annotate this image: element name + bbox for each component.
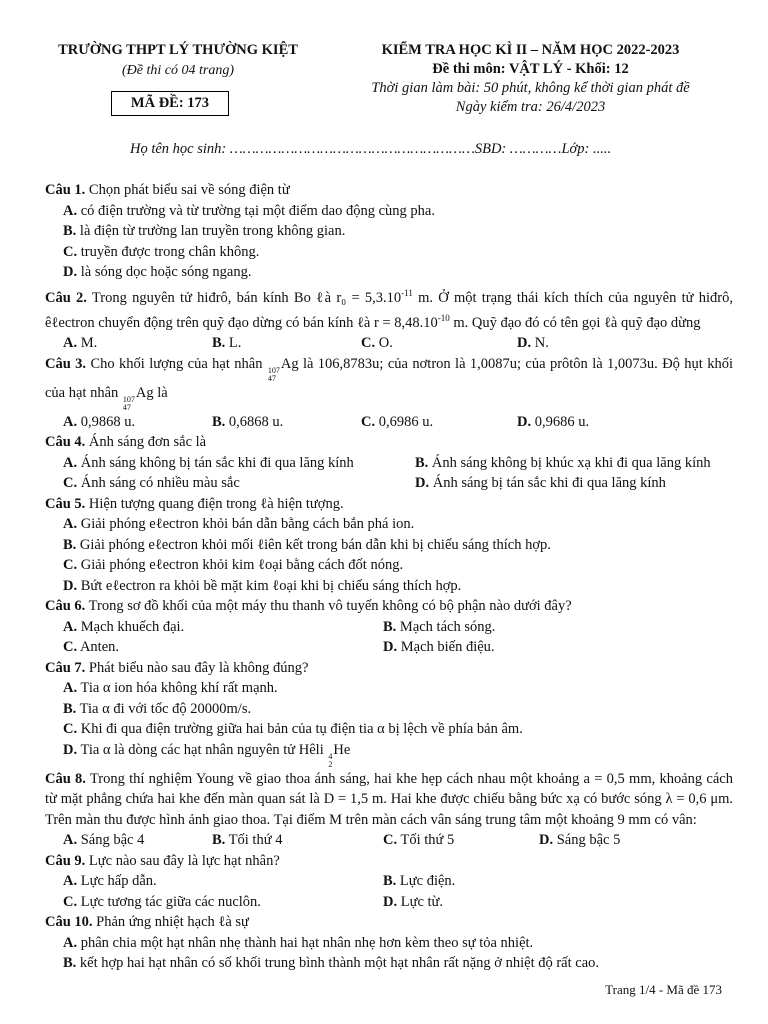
option-letter: B. <box>63 700 77 717</box>
question-1 <box>45 180 733 201</box>
option-8d <box>539 830 688 851</box>
exponent: -11 <box>401 287 413 298</box>
option-letter: D. <box>517 413 532 430</box>
question-text: Trong thí nghiệm Young về giao thoa ánh sáng, hai khe hẹp cách nhau một khoảng a = 0,5 mm, khoảng cách từ mặt phẳng chứa hai khe đến màn quan sát là D = 1,5 m. Hai khe được chiếu bằng bức xạ có bước sóng λ = 0,6 μm. Trên màn thu được hình ảnh giao thoa. Tại điểm M trên màn cách vân sáng trung tâm một khoảng 9 mm có vân: <box>45 770 733 828</box>
option-letter: B. <box>63 955 77 972</box>
option-9b <box>383 871 733 892</box>
option-text: Ánh sáng không bị tán sắc khi đi qua lăng kính <box>80 454 354 471</box>
option-letter: B. <box>415 454 429 471</box>
option-letter: C. <box>63 639 78 656</box>
option-letter: A. <box>63 832 78 849</box>
question-text: Phát biểu nào sau đây là không đúng? <box>88 659 309 676</box>
option-10b <box>63 953 733 974</box>
question-number: Câu 10. <box>45 914 93 931</box>
question-number: Câu 9. <box>45 852 86 869</box>
question-text: m. Ở một trạng thái kích thích của nguyên tử hiđrô, êℓectron chuyển động trên quỹ đạo dừng có bán kính ℓà r = 8,48.10 <box>45 289 733 331</box>
option-4c <box>63 473 415 494</box>
option-text: Tối thứ 4 <box>228 832 283 849</box>
atomic-number: 47 <box>122 402 131 412</box>
option-letter: C. <box>361 413 376 430</box>
option-letter: A. <box>63 454 78 471</box>
question-6 <box>45 596 733 617</box>
option-text: M. <box>80 335 98 352</box>
option-letter: C. <box>63 721 78 738</box>
exam-code-box: MÃ ĐỀ: 173 <box>111 91 229 116</box>
option-text: phân chia một hạt nhân nhẹ thành hai hạt nhân nhẹ hơn kèm theo sự tỏa nhiệt. <box>80 934 534 951</box>
option-text: Mạch khuếch đại. <box>80 618 185 635</box>
option-text: kết hợp hai hạt nhân có số khối trung bình thành một hạt nhân rất nặng ở nhiệt độ rất cao. <box>79 955 600 972</box>
question-5 <box>45 494 733 515</box>
option-text: Sáng bậc 5 <box>556 832 621 849</box>
option-letter: A. <box>63 680 78 697</box>
option-9c <box>63 892 383 913</box>
option-text: Ánh sáng không bị khúc xạ khi đi qua lăng kính <box>431 454 711 471</box>
option-1c <box>63 242 733 263</box>
question-8 <box>45 769 733 831</box>
school-name: TRƯỜNG THPT LÝ THƯỜNG KIỆT <box>58 42 298 58</box>
option-7b <box>63 699 733 720</box>
page-footer: Trang 1/4 - Mã đề 173 <box>605 982 722 997</box>
mass-number: 4 <box>328 751 333 761</box>
atomic-number: 47 <box>267 373 276 383</box>
option-3a <box>63 412 212 433</box>
option-10a <box>63 933 733 954</box>
exam-subject: Đề thi môn: VẬT LÝ - Khối: 12 <box>432 61 629 77</box>
element-symbol: He <box>333 741 351 758</box>
option-letter: C. <box>63 243 78 260</box>
question-text: Trong nguyên tử hiđrô, bán kính Bo ℓà r₀ = 5,3.10 <box>91 289 402 306</box>
option-text: Sáng bậc 4 <box>80 832 145 849</box>
option-letter: C. <box>63 893 78 910</box>
options-2 <box>63 333 733 354</box>
options-9-row2 <box>63 892 733 913</box>
option-letter: D. <box>383 893 398 910</box>
mass-number: 107 <box>122 394 135 404</box>
question-3 <box>45 354 733 412</box>
question-9 <box>45 851 733 872</box>
option-letter: D. <box>539 832 554 849</box>
options-8 <box>63 830 733 851</box>
option-9a <box>63 871 383 892</box>
option-text: Lực hấp dẫn. <box>80 873 157 890</box>
option-letter: C. <box>361 335 376 352</box>
question-number: Câu 2. <box>45 289 87 306</box>
question-number: Câu 4. <box>45 434 86 451</box>
option-letter: B. <box>63 223 77 239</box>
option-3b <box>212 412 361 433</box>
option-7a <box>63 678 733 699</box>
option-text: có điện trường và từ trường tại một điểm dao động cùng pha. <box>80 202 435 219</box>
option-2d <box>517 333 666 354</box>
question-2 <box>45 283 733 334</box>
student-info-line: Họ tên học sinh: …………………………………………………SBD: …………Lớp: ..... <box>130 141 612 157</box>
exponent: -10 <box>437 312 450 323</box>
option-letter: A. <box>63 516 78 533</box>
option-text: O. <box>378 335 393 352</box>
option-text: Mạch biến điệu. <box>400 639 495 656</box>
question-4 <box>45 432 733 453</box>
option-text: Giải phóng eℓectron khỏi mối ℓiên kết trong bán dẫn khi bị chiếu sáng thích hợp. <box>79 536 551 553</box>
options-6-row2 <box>63 637 733 658</box>
option-text: là sóng dọc hoặc sóng ngang. <box>80 264 252 280</box>
option-letter: B. <box>383 873 397 890</box>
question-text: Trong sơ đồ khối của một máy thu thanh vô tuyến không có bộ phận nào dưới đây? <box>88 598 572 615</box>
option-6c <box>63 637 383 658</box>
option-4d <box>415 473 733 494</box>
option-5d <box>63 576 733 597</box>
option-2b <box>212 333 361 354</box>
option-text: Tia α ion hóa không khí rất mạnh. <box>80 680 278 697</box>
option-text: Lực tương tác giữa các nuclôn. <box>80 893 261 910</box>
option-text: Giải phóng eℓectron khỏi bán dẫn bằng cách bắn phá ion. <box>80 516 415 533</box>
option-letter: B. <box>212 335 226 352</box>
option-3d <box>517 412 666 433</box>
question-number: Câu 8. <box>45 770 86 787</box>
atomic-number: 2 <box>328 759 333 769</box>
option-text: 0,9868 u. <box>80 413 136 430</box>
options-4-row1 <box>63 453 733 474</box>
option-3c <box>361 412 517 433</box>
pages-note: (Đề thi có 04 trang) <box>122 63 234 78</box>
option-4a <box>63 453 415 474</box>
options-4-row2 <box>63 473 733 494</box>
nuclide-notation <box>268 367 280 383</box>
question-text: Ag là <box>135 384 168 401</box>
option-letter: B. <box>212 832 226 849</box>
option-letter: D. <box>517 335 532 352</box>
option-1d <box>63 262 733 283</box>
option-text: Giải phóng eℓectron khỏi kim ℓoại bằng cách đốt nóng. <box>80 557 404 574</box>
option-8c <box>383 830 539 851</box>
exam-title: KIỂM TRA HỌC KÌ II – NĂM HỌC 2022-2023 <box>381 42 680 58</box>
question-list <box>45 180 733 974</box>
option-text: 0,9686 u. <box>534 413 590 430</box>
option-text: truyền được trong chân không. <box>80 243 260 260</box>
option-text: Khi đi qua điện trường giữa hai bản của tụ điện tia α bị lệch về phía bản âm. <box>80 721 523 738</box>
question-7 <box>45 658 733 679</box>
option-8b <box>212 830 383 851</box>
question-text: Ánh sáng đơn sắc là <box>88 434 207 451</box>
exam-time: Thời gian làm bài: 50 phút, không kể thời gian phát đề <box>371 80 690 96</box>
option-text: 0,6986 u. <box>378 413 434 430</box>
option-7c <box>63 719 733 740</box>
question-text: Ag là 106,8783u; của nơtron là 1,0087u; của prôtôn là 1,0073u. Độ hụt khối của hạt nhân <box>45 355 734 401</box>
option-text: Tia α đi với tốc độ 20000m/s. <box>79 700 252 717</box>
option-2a <box>63 333 212 354</box>
option-1a <box>63 201 733 222</box>
option-text: Anten. <box>79 639 119 656</box>
question-number: Câu 6. <box>45 598 86 615</box>
options-3 <box>63 412 733 433</box>
option-letter: A. <box>63 934 78 951</box>
option-letter: B. <box>63 536 77 553</box>
option-letter: A. <box>63 202 78 219</box>
option-letter: A. <box>63 335 78 352</box>
question-text: m. Quỹ đạo đó có tên gọi ℓà quỹ đạo dừng <box>449 314 701 331</box>
options-6-row1 <box>63 617 733 638</box>
options-9-row1 <box>63 871 733 892</box>
question-text: Phản ứng nhiệt hạch ℓà sự <box>96 914 249 931</box>
option-letter: D. <box>63 741 78 758</box>
option-5b <box>63 535 733 556</box>
nuclide-notation <box>123 396 135 412</box>
option-6b <box>383 617 733 638</box>
question-text: Hiện tượng quang điện trong ℓà hiện tượng. <box>88 495 344 512</box>
question-number: Câu 3. <box>45 355 87 372</box>
option-letter: A. <box>63 413 78 430</box>
option-text: Ánh sáng có nhiều màu sắc <box>80 475 240 492</box>
option-letter: D. <box>383 639 398 656</box>
option-7d <box>63 740 733 769</box>
nuclide-notation <box>328 753 332 769</box>
mass-number: 107 <box>267 365 280 375</box>
option-letter: D. <box>415 475 430 492</box>
question-text: Lực nào sau đây là lực hạt nhân? <box>88 852 280 869</box>
option-6a <box>63 617 383 638</box>
exam-header <box>348 42 713 116</box>
option-letter: C. <box>383 832 398 849</box>
option-5a <box>63 514 733 535</box>
question-text: Chọn phát biểu sai về sóng điện từ <box>88 182 290 198</box>
option-text: Lực điện. <box>399 873 456 890</box>
option-letter: C. <box>63 475 78 492</box>
exam-date: Ngày kiểm tra: 26/4/2023 <box>455 99 606 115</box>
option-letter: D. <box>63 264 78 280</box>
option-text: Mạch tách sóng. <box>399 618 496 635</box>
option-letter: A. <box>63 873 78 890</box>
option-letter: D. <box>63 577 78 594</box>
question-10 <box>45 912 733 933</box>
question-number: Câu 1. <box>45 182 86 198</box>
question-text: Cho khối lượng của hạt nhân <box>90 355 267 372</box>
school-header <box>38 42 318 79</box>
option-text: Lực từ. <box>400 893 444 910</box>
option-6d <box>383 637 733 658</box>
option-1b <box>63 221 733 242</box>
option-2c <box>361 333 517 354</box>
option-text: N. <box>534 335 549 352</box>
question-number: Câu 7. <box>45 659 86 676</box>
option-letter: A. <box>63 618 78 635</box>
option-text: là điện từ trường lan truyền trong không gian. <box>79 223 346 239</box>
option-letter: B. <box>212 413 226 430</box>
option-text: Bứt eℓectron ra khỏi bề mặt kim ℓoại khi bị chiếu sáng thích hợp. <box>80 577 462 594</box>
question-number: Câu 5. <box>45 495 86 512</box>
option-text: Tối thứ 5 <box>400 832 455 849</box>
option-text: Tia α là dòng các hạt nhân nguyên tử Hêli <box>80 741 328 758</box>
option-text: 0,6868 u. <box>228 413 284 430</box>
option-5c <box>63 555 733 576</box>
option-8a <box>63 830 212 851</box>
option-text: L. <box>228 335 242 352</box>
option-letter: B. <box>383 618 397 635</box>
option-text: Ánh sáng bị tán sắc khi đi qua lăng kính <box>432 475 666 492</box>
option-4b <box>415 453 733 474</box>
option-9d <box>383 892 733 913</box>
option-letter: C. <box>63 557 78 574</box>
